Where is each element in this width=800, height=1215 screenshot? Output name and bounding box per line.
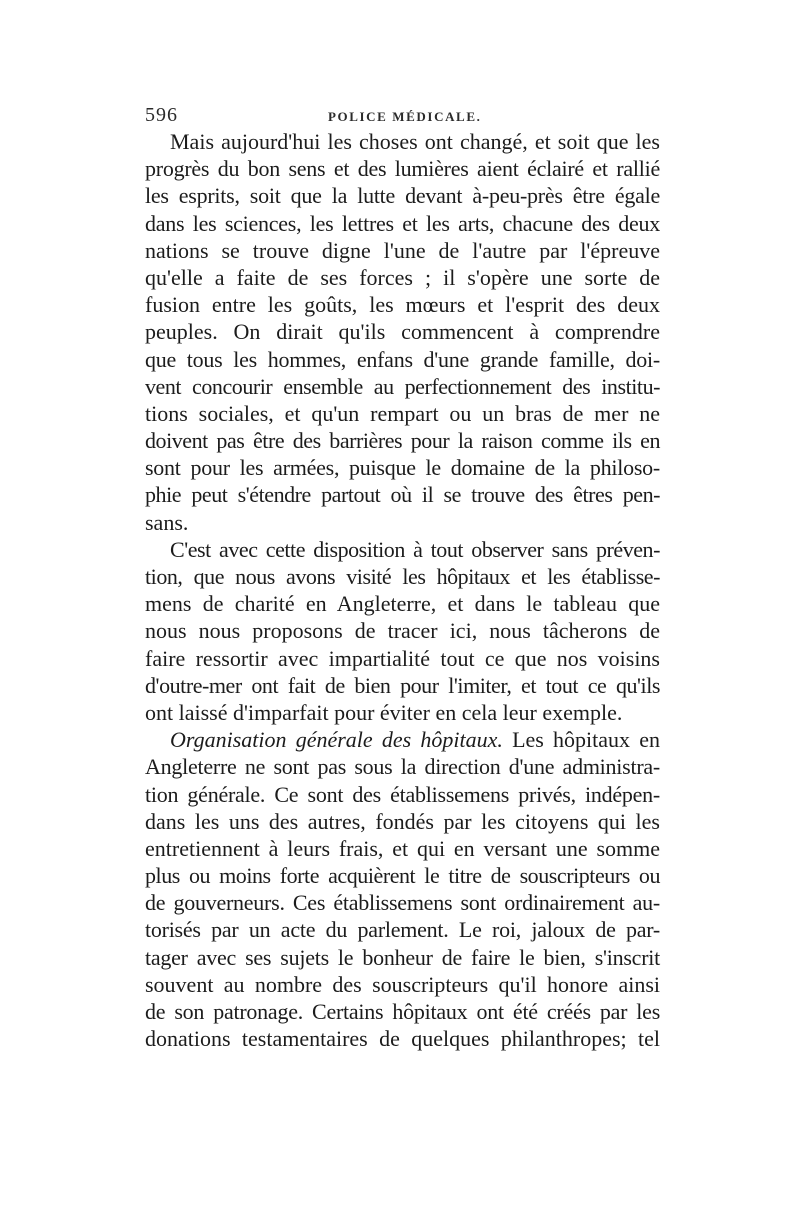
text-line: ont laissé d'imparfait pour éviter en cela leur exemple. bbox=[145, 699, 623, 725]
text-line: souvent au nombre des souscripteurs qu'il honore ainsi bbox=[145, 971, 660, 997]
text-line: torisés par un acte du parlement. Le roi, jaloux de par- bbox=[145, 917, 660, 943]
text-line: nations se trouve digne l'une de l'autre par l'épreuve bbox=[145, 237, 660, 263]
text-line: phie peut s'étendre partout où il se trouve des êtres pen- bbox=[145, 482, 660, 508]
text-line: dans les uns des autres, fondés par les citoyens qui les bbox=[145, 808, 660, 834]
text-line: de gouverneurs. Ces établissemens sont ordinairement au- bbox=[145, 890, 660, 916]
page-header bbox=[145, 104, 660, 128]
text-line: les esprits, soit que la lutte devant à-peu-près être égale bbox=[145, 183, 660, 209]
page-number: 596 bbox=[145, 104, 178, 126]
text-line: tager avec ses sujets le bonheur de faire le bien, s'inscrit bbox=[145, 944, 660, 970]
text-line: d'outre-mer ont fait de bien pour l'imiter, et tout ce qu'ils bbox=[145, 672, 660, 698]
text-line: doivent pas être des barrières pour la raison comme ils en bbox=[145, 428, 660, 454]
text-line: de son patronage. Certains hôpitaux ont été créés par les bbox=[145, 999, 660, 1024]
section-heading-continuation: Les hôpitaux en bbox=[502, 727, 660, 753]
text-line: faire ressortir avec impartialité tout ce que nos voisins bbox=[145, 645, 660, 671]
text-line: sont pour les armées, puisque le domaine de la philoso- bbox=[145, 455, 660, 481]
text-line: entretiennent à leurs frais, et qui en versant une somme bbox=[145, 835, 660, 861]
text-line: tions sociales, et qu'un rempart ou un bras de mer ne bbox=[145, 400, 660, 426]
running-head: POLICE MÉDICALE. bbox=[328, 109, 482, 124]
text-line: donations testamentaires de quelques philanthropes; tel bbox=[145, 1026, 660, 1052]
text-line: Angleterre ne sont pas sous la direction d'une administra- bbox=[145, 754, 660, 780]
text-line: peuples. On dirait qu'ils commencent à comprendre bbox=[145, 319, 660, 345]
text-line: sans. bbox=[145, 509, 189, 535]
text-line: vent concourir ensemble au perfectionnement des institu- bbox=[145, 373, 660, 399]
text-line: dans les sciences, les lettres et les arts, chacune des deux bbox=[145, 210, 660, 236]
body-text bbox=[145, 128, 660, 1052]
text-line: que tous les hommes, enfans d'une grande famille, doi- bbox=[145, 346, 660, 372]
text-line: tion, que nous avons visité les hôpitaux et les établisse- bbox=[145, 564, 660, 589]
text-line: C'est avec cette disposition à tout observer sans préven- bbox=[170, 536, 660, 562]
section-heading-line bbox=[145, 726, 660, 753]
text-line: nous nous proposons de tracer ici, nous tâcherons de bbox=[145, 618, 660, 644]
text-line: progrès du bon sens et des lumières aient éclairé et rallié bbox=[145, 156, 660, 182]
text-line: plus ou moins forte acquièrent le titre de souscripteurs ou bbox=[145, 863, 660, 889]
text-line: Mais aujourd'hui les choses ont changé, et soit que les bbox=[170, 129, 660, 154]
text-line: qu'elle a faite de ses forces ; il s'opère une sorte de bbox=[145, 264, 660, 290]
section-heading: Organisation générale des hôpitaux. bbox=[170, 727, 503, 753]
text-line: fusion entre les goûts, les mœurs et l'esprit des deux bbox=[145, 292, 660, 318]
text-line: mens de charité en Angleterre, et dans le tableau que bbox=[145, 591, 660, 617]
text-line: tion générale. Ce sont des établissemens privés, indépen- bbox=[145, 781, 660, 807]
